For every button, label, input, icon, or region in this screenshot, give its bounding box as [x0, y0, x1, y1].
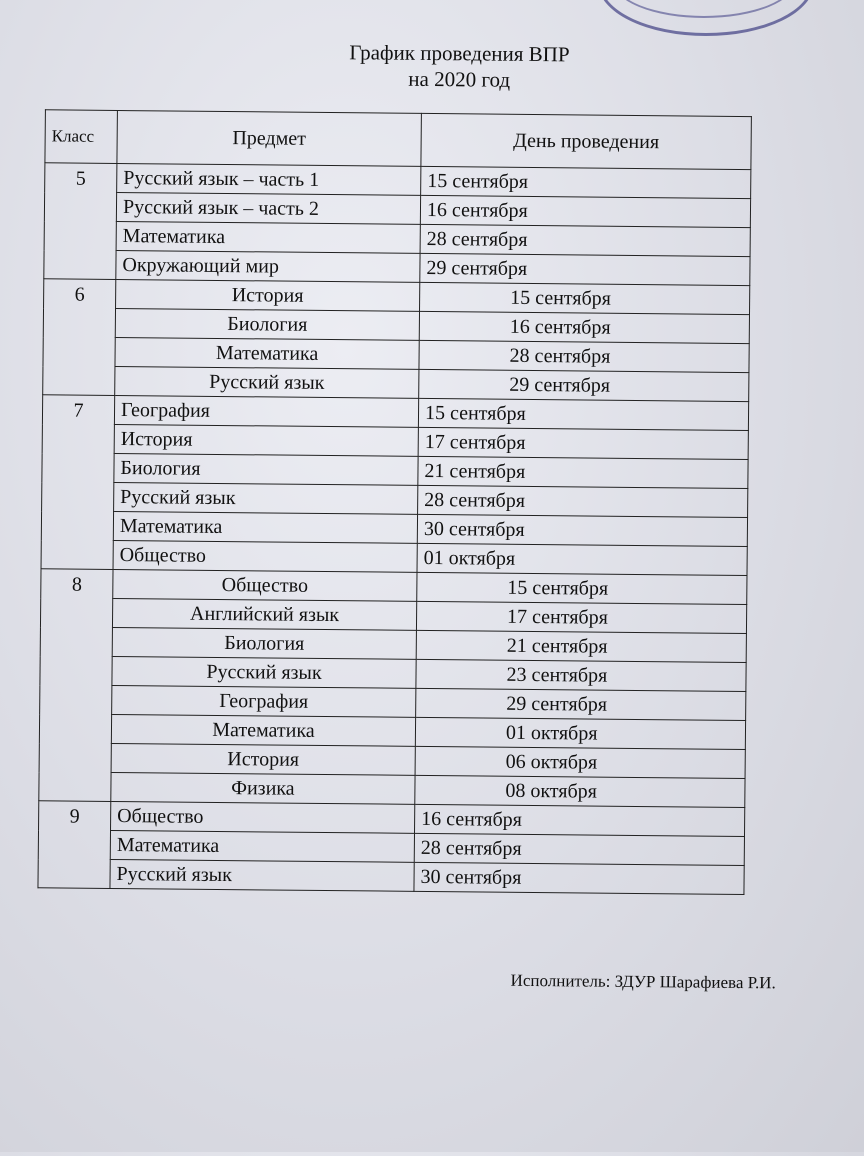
subject-cell: Русский язык – часть 2 — [116, 192, 420, 224]
date-cell: 30 сентября — [417, 514, 747, 546]
subject-cell: Русский язык — [110, 859, 414, 891]
subject-cell: Биология — [112, 627, 416, 659]
subject-cell: География — [112, 685, 416, 717]
header-date: День проведения — [421, 113, 751, 169]
subject-cell: Русский язык — [115, 366, 419, 398]
date-cell: 17 сентября — [416, 601, 746, 633]
subject-cell: География — [114, 395, 418, 427]
date-cell: 29 сентября — [420, 253, 750, 285]
table-row — [38, 859, 744, 895]
date-cell: 15 сентября — [417, 572, 747, 604]
date-cell: 29 сентября — [416, 688, 746, 720]
date-cell: 17 сентября — [418, 427, 748, 459]
subject-cell: Математика — [113, 511, 417, 543]
subject-cell: Русский язык – часть 1 — [117, 163, 421, 195]
class-number-cell: 9 — [38, 801, 111, 889]
subject-cell: Русский язык — [112, 656, 416, 688]
date-cell: 30 сентября — [414, 862, 744, 894]
document-subtitle: на 2020 год — [408, 66, 511, 92]
subject-cell: Биология — [115, 308, 419, 340]
date-cell: 28 сентября — [419, 340, 749, 372]
date-cell: 29 сентября — [419, 369, 749, 401]
date-cell: 28 сентября — [414, 833, 744, 865]
subject-cell: Математика — [111, 714, 415, 746]
date-cell: 08 октября — [415, 775, 745, 807]
subject-cell: История — [114, 424, 418, 456]
date-cell: 21 сентября — [418, 456, 748, 488]
date-cell: 16 сентября — [420, 195, 750, 227]
class-number-cell: 7 — [41, 395, 115, 570]
date-cell: 01 октября — [415, 717, 745, 749]
date-cell: 06 октября — [415, 746, 745, 778]
subject-cell: Общество — [111, 801, 415, 833]
schedule-table — [37, 109, 751, 895]
subject-cell: Общество — [113, 540, 417, 572]
subject-cell: Английский язык — [112, 598, 416, 630]
date-cell: 16 сентября — [414, 804, 744, 836]
subject-cell: Биология — [114, 453, 418, 485]
header-subject: Предмет — [117, 110, 421, 166]
subject-cell: Русский язык — [114, 482, 418, 514]
document-title: График проведения ВПР — [349, 40, 570, 67]
date-cell: 21 сентября — [416, 630, 746, 662]
subject-cell: Общество — [113, 569, 417, 601]
document-footer: Исполнитель: ЗДУР Шарафиева Р.И. — [510, 970, 776, 993]
date-cell: 28 сентября — [420, 224, 750, 256]
date-cell: 15 сентября — [421, 166, 751, 198]
subject-cell: Математика — [116, 221, 420, 253]
header-class: Класс — [45, 110, 118, 164]
class-number-cell: 6 — [43, 279, 116, 396]
date-cell: 28 сентября — [418, 485, 748, 517]
subject-cell: История — [111, 743, 415, 775]
class-number-cell: 5 — [44, 163, 117, 280]
subject-cell: Математика — [115, 337, 419, 369]
table-header-row — [45, 110, 751, 170]
date-cell: 16 сентября — [419, 311, 749, 343]
subject-cell: Математика — [110, 830, 414, 862]
table-body — [38, 163, 751, 895]
date-cell: 01 октября — [417, 543, 747, 575]
subject-cell: Окружающий мир — [116, 250, 420, 282]
class-number-cell: 8 — [39, 569, 113, 802]
date-cell: 23 сентября — [416, 659, 746, 691]
subject-cell: Физика — [111, 772, 415, 804]
subject-cell: История — [116, 279, 420, 311]
date-cell: 15 сентября — [418, 398, 748, 430]
date-cell: 15 сентября — [420, 282, 750, 314]
